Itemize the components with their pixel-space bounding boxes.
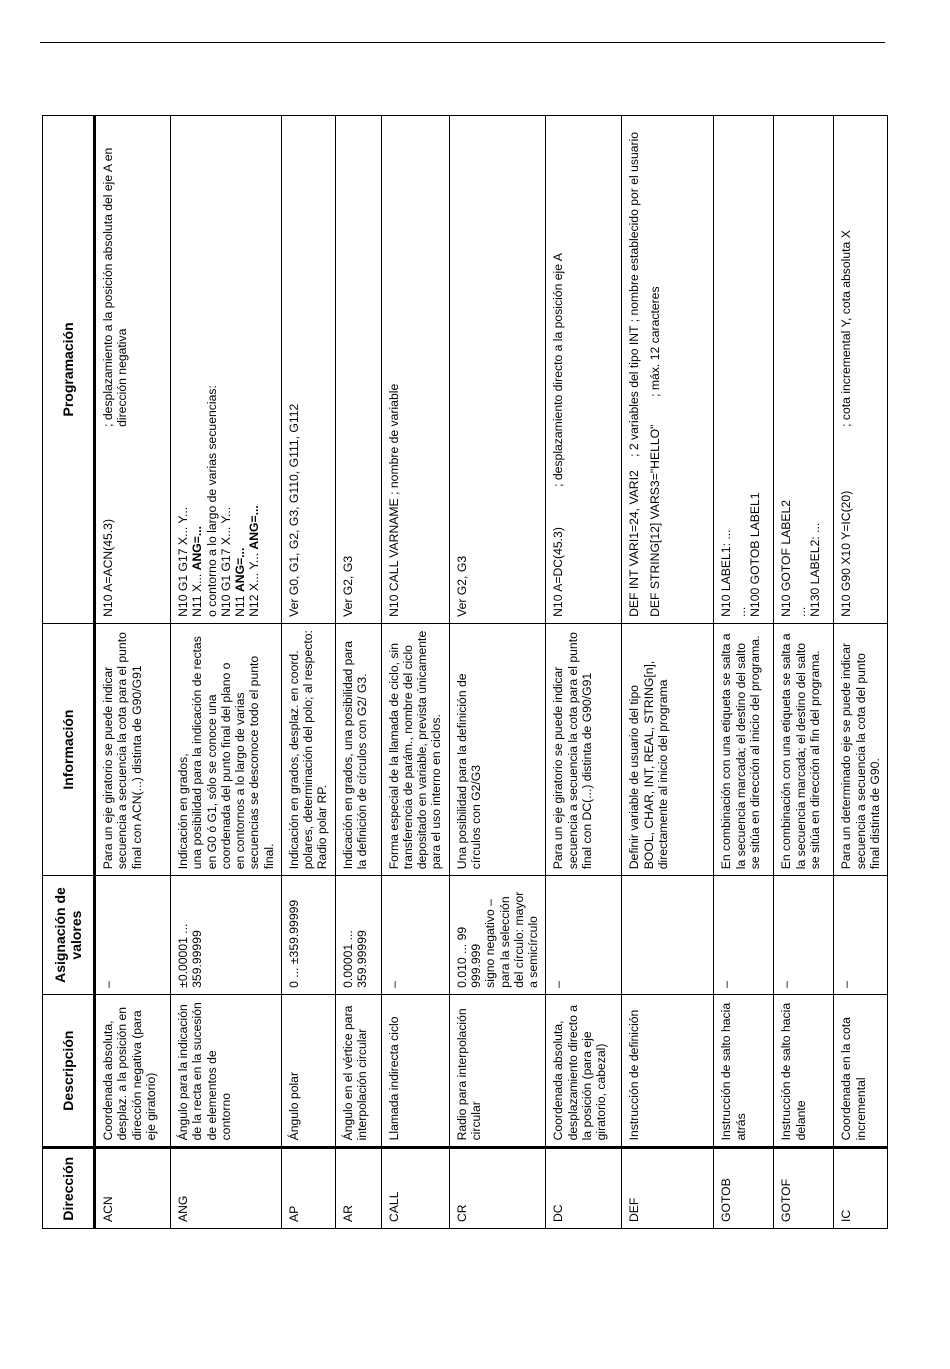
table-row	[622, 116, 714, 1229]
prog-keyword: ANG=...	[190, 526, 205, 571]
cell-asignacion	[622, 876, 714, 995]
prog-code: N10 G90 X10 Y=IC(20)	[839, 490, 854, 617]
cell-asignacion: 0 ... ±359.99999	[281, 876, 335, 995]
cell-direccion: GOTOB	[714, 1148, 774, 1229]
table-row	[381, 116, 449, 1229]
cell-descripcion: Ángulo en el vértice para interpolación circular	[335, 994, 381, 1148]
table-row	[281, 116, 335, 1229]
prog-comment: ; máx. 12 caracteres	[647, 286, 662, 397]
prog-line: N11	[233, 592, 248, 617]
cell-direccion: ACN	[95, 1148, 171, 1229]
cell-programacion	[546, 116, 622, 624]
cell-descripcion: Llamada indirecta ciclo	[381, 994, 449, 1148]
cell-informacion: En combinación con una etiqueta se salta a la secuencia marcada; el destino del salto se sitúa en dirección al inicio del programa.	[714, 623, 774, 875]
prog-line: N12 X... Y...	[247, 549, 262, 617]
cell-descripcion: Instrucción de salto hacia delante	[774, 994, 834, 1148]
cell-informacion: En combinación con una etiqueta se salta a la secuencia marcada; el destino del salto se sitúa en dirección al fin del programa.	[774, 623, 834, 875]
cell-asignacion: 0.00001 ... 359.99999	[335, 876, 381, 995]
prog-code: N10 LABEL1: ... ... N100 GOTOB LABEL1	[719, 492, 762, 617]
cell-direccion: ANG	[171, 1148, 282, 1229]
cell-programacion	[622, 116, 714, 624]
table-row	[335, 116, 381, 1229]
cell-direccion: GOTOF	[774, 1148, 834, 1229]
cell-informacion: Indicación en grados, una posibilidad para la indicación de rectas en G0 ó G1, sólo se conoce una coordenada del punto final del plano o en contornos a lo largo de varias secuencias se desconoce todo el punto final.	[171, 623, 282, 875]
prog-code: N10 A=ACN(45.3)	[101, 518, 115, 617]
cell-informacion: Indicación en grados, desplaz. en coord. polares, determinación del polo; al respecto: Radio polar RP.	[281, 623, 335, 875]
cell-informacion: Forma especial de la llamada de ciclo, sin transferencia de parám., nombre del ciclo depositado en variable, prevista únicamente para el uso interno en ciclos.	[381, 623, 449, 875]
cell-descripcion: Coordenada en la cota incremental	[834, 994, 888, 1148]
prog-code: N10 GOTOF LABEL2 ... N130 LABEL2: ...	[779, 499, 822, 617]
cell-informacion: Para un eje giratorio se puede indicar secuencia a secuencia la cota para el punto final con DC(...) distinta de G90/G91	[546, 623, 622, 875]
prog-code: DEF INT VARI1=24, VARI2	[627, 470, 642, 617]
cell-descripcion: Instrucción de salto hacia atrás	[714, 994, 774, 1148]
cell-programacion	[834, 116, 888, 624]
cell-programacion	[281, 116, 335, 624]
prog-line: o contorno a lo largo de varias secuencias:	[204, 385, 219, 617]
cell-programacion	[95, 116, 171, 624]
table-row	[449, 116, 546, 1229]
prog-code: DEF STRING[12] VARS3="HELLO"	[647, 424, 662, 617]
cell-descripcion: Ángulo polar	[281, 994, 335, 1148]
cell-direccion: DEF	[622, 1148, 714, 1229]
cell-descripcion: Coordenada absoluta, desplaz. a la posición en dirección negativa (para eje giratorio)	[95, 994, 171, 1148]
cell-programacion	[381, 116, 449, 624]
prog-code: Ver G2, G3	[340, 555, 355, 617]
cell-programacion	[774, 116, 834, 624]
prog-code: N10 CALL VARNAME	[386, 498, 401, 617]
table-row	[834, 116, 888, 1229]
header-informacion: Información	[43, 623, 95, 875]
prog-code: Ver G2, G3	[454, 555, 469, 617]
prog-keyword: ANG=...	[233, 547, 248, 593]
cell-asignacion: –	[714, 876, 774, 995]
header-direccion: Dirección	[43, 1148, 95, 1229]
prog-line: N10 G1 G17 X... Y...	[218, 506, 233, 617]
rotated-table-container	[42, 115, 882, 1229]
header-row	[43, 116, 95, 1229]
cell-informacion: Para un eje giratorio se puede indicar secuencia a secuencia la cota para el punto final con ACN(...) distinta de G90/G91	[95, 623, 171, 875]
cell-informacion: Indicación en grados, una posibilidad para la definición de círculos con G2/ G3.	[335, 623, 381, 875]
prog-code: N10 A=DC(45.3)	[551, 527, 566, 617]
cell-asignacion: –	[381, 876, 449, 995]
top-rule	[40, 42, 885, 43]
cell-programacion	[335, 116, 381, 624]
cell-informacion: Para un determinado eje se puede indicar secuencia a secuencia la cota del punto final distinta de G90.	[834, 623, 888, 875]
command-table	[42, 115, 888, 1229]
prog-line: N11 X...	[190, 570, 205, 617]
prog-comment: ; 2 variables del tipo INT ; nombre establecido por el usuario	[627, 131, 642, 457]
cell-informacion: Definir variable de usuario del tipo BOOL, CHAR, INT, REAL, STRING[n], directamente al inicio del programa	[622, 623, 714, 875]
cell-programacion	[714, 116, 774, 624]
table-row	[774, 116, 834, 1229]
cell-programacion	[171, 116, 282, 624]
cell-asignacion: –	[95, 876, 171, 995]
prog-line: N10 G1 G17 X... Y...	[176, 506, 190, 617]
prog-keyword: ANG=...	[247, 505, 262, 550]
cell-direccion: IC	[834, 1148, 888, 1229]
cell-asignacion: –	[546, 876, 622, 995]
table-row	[171, 116, 282, 1229]
cell-direccion: AP	[281, 1148, 335, 1229]
cell-informacion: Una posibilidad para la definición de círculos con G2/G3	[449, 623, 546, 875]
table-row	[95, 116, 171, 1229]
cell-direccion: CALL	[381, 1148, 449, 1229]
cell-direccion: AR	[335, 1148, 381, 1229]
cell-programacion	[449, 116, 546, 624]
prog-code: Ver G0, G1, G2, G3, G110, G111, G112	[286, 403, 301, 617]
cell-asignacion: ±0.00001 ... 359.99999	[171, 876, 282, 995]
header-descripcion: Descripción	[43, 994, 95, 1148]
prog-comment: ; nombre de variable	[386, 383, 401, 495]
cell-asignacion: –	[834, 876, 888, 995]
cell-descripcion: Coordenada absoluta, desplazamiento directo a la posición (para eje giratorio, cabezal)	[546, 994, 622, 1148]
prog-comment: ; cota incremental Y, cota absoluta X	[839, 230, 854, 427]
cell-asignacion: 0.010 ... 99 999.999 signo negativo – para la selección del círculo: mayor a semicírculo	[449, 876, 546, 995]
cell-descripcion: Radio para interpolación circular	[449, 994, 546, 1148]
cell-descripcion: Instrucción de definición	[622, 994, 714, 1148]
table-row	[546, 116, 622, 1229]
prog-comment: ; desplazamiento a la posición absoluta del eje A en dirección negativa	[101, 147, 130, 427]
cell-direccion: DC	[546, 1148, 622, 1229]
cell-asignacion: –	[774, 876, 834, 995]
header-programacion: Programación	[43, 116, 95, 624]
table-row	[714, 116, 774, 1229]
prog-comment: ; desplazamiento directo a la posición eje A	[551, 253, 566, 487]
cell-descripcion: Ángulo para la indicación de la recta en la sucesión de elementos de contorno	[171, 994, 282, 1148]
header-asignacion: Asignación de valores	[43, 876, 95, 995]
cell-direccion: CR	[449, 1148, 546, 1229]
prog-lines	[176, 122, 262, 617]
